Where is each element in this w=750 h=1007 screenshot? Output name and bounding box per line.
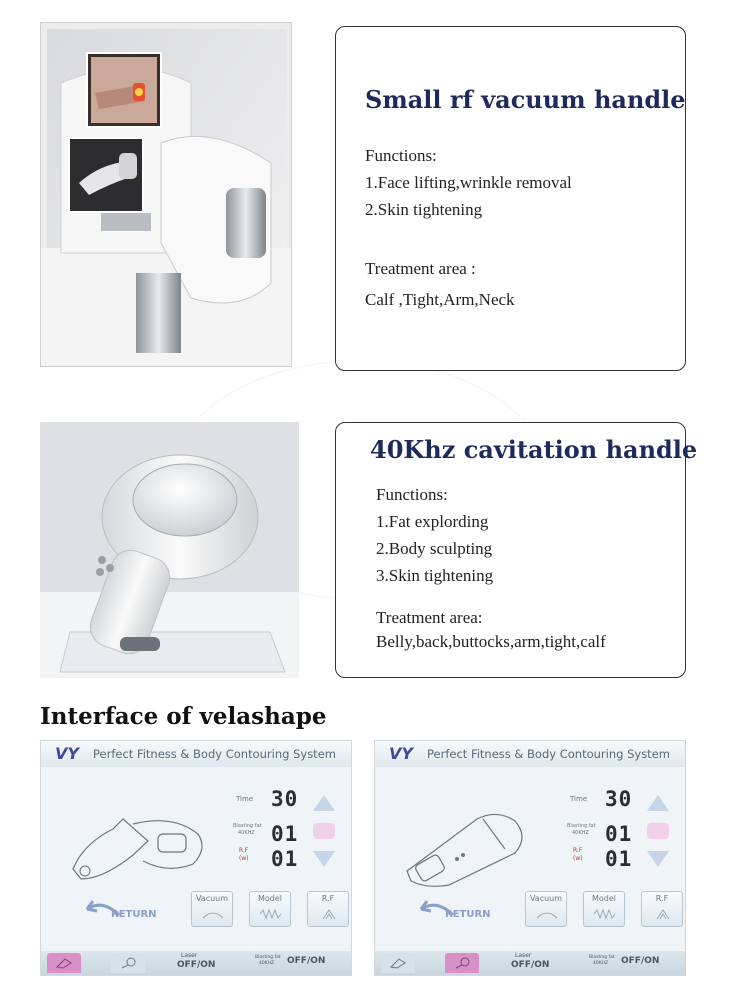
handle-selector-icon[interactable] — [313, 823, 335, 839]
treatment-area-heading: Treatment area: — [376, 608, 483, 627]
tab-cavitation-handle[interactable] — [111, 953, 145, 973]
cavitation-handle-diagram — [397, 789, 547, 889]
screen-body — [41, 767, 351, 953]
screen-title: Perfect Fitness & Body Contouring System — [427, 747, 670, 761]
time-value: 30 — [271, 787, 299, 811]
cavitation-handle-icon — [119, 957, 137, 969]
blasting-tab-freq: 40KHZ — [593, 961, 609, 966]
model-button[interactable] — [249, 891, 291, 927]
function-item: 2.Body sculpting — [376, 539, 493, 558]
decrease-arrow-icon[interactable] — [313, 851, 335, 867]
vacuum-button[interactable] — [525, 891, 567, 927]
treatment-area-heading: Treatment area : — [365, 259, 476, 278]
laser-toggle[interactable]: OFF/ON — [177, 960, 216, 970]
return-arrow-icon — [415, 897, 455, 921]
blasting-value: 01 — [605, 822, 633, 846]
function-item: 3.Skin tightening — [376, 566, 494, 585]
treatment-area-value: Calf ,Tight,Arm,Neck — [365, 290, 515, 309]
card-title: Small rf vacuum handle — [365, 85, 686, 114]
vacuum-handle-diagram — [63, 789, 213, 889]
model-button-label: Model — [257, 894, 283, 903]
wave-icon — [259, 908, 283, 920]
function-item: 1.Face lifting,wrinkle removal — [365, 173, 572, 192]
laser-label: Laser — [515, 952, 532, 959]
tab-cavitation-handle[interactable] — [445, 953, 479, 973]
rf-label: R.F — [573, 847, 583, 854]
return-arrow-icon — [81, 897, 121, 921]
screen-footer — [375, 951, 685, 975]
cavitation-handle-card — [335, 422, 698, 678]
screen-footer — [41, 951, 351, 975]
handle-selector-icon[interactable] — [647, 823, 669, 839]
interface-screen-2 — [374, 740, 686, 976]
vacuum-icon — [201, 908, 225, 920]
blasting-label: Blasting fat — [233, 823, 262, 829]
rf-unit-label: (w) — [239, 855, 249, 862]
time-label: Time — [236, 795, 254, 803]
rf-button[interactable] — [307, 891, 349, 927]
blasting-tab-label: Blasting fat — [589, 955, 615, 960]
return-button[interactable]: RETURN — [111, 909, 157, 920]
rf-waves-icon — [651, 908, 675, 920]
rf-button-label: R.F — [321, 894, 335, 903]
blasting-label: Blasting fat — [567, 823, 596, 829]
rf-handle-icon — [55, 957, 73, 969]
blasting-tab-label: Blasting fat — [255, 955, 281, 960]
return-button[interactable]: RETURN — [445, 909, 491, 920]
tab-rf-handle[interactable] — [47, 953, 81, 973]
interface-heading: Interface of velashape — [40, 703, 327, 730]
vacuum-button-label: Vacuum — [195, 894, 229, 903]
rf-label: R.F — [239, 847, 249, 854]
blasting-freq-label: 40KHZ — [238, 830, 255, 836]
laser-label: Laser — [181, 952, 198, 959]
increase-arrow-icon[interactable] — [647, 795, 669, 811]
rf-vacuum-handle-photo — [40, 22, 292, 367]
cavitation-handle-icon — [453, 957, 471, 969]
decrease-arrow-icon[interactable] — [647, 851, 669, 867]
model-button-label: Model — [591, 894, 617, 903]
rf-vacuum-handle-card — [335, 26, 686, 371]
increase-arrow-icon[interactable] — [313, 795, 335, 811]
blasting-value: 01 — [271, 822, 299, 846]
rf-value: 01 — [271, 847, 299, 871]
wave-icon — [593, 908, 617, 920]
rf-button-label: R.F — [655, 894, 669, 903]
functions-heading: Functions: — [365, 146, 437, 165]
blasting-tab-freq: 40KHZ — [259, 961, 275, 966]
time-value: 30 — [605, 787, 633, 811]
treatment-area-value: Belly,back,buttocks,arm,tight,calf — [376, 632, 606, 651]
rf-handle-icon — [389, 957, 407, 969]
screen-body — [375, 767, 685, 953]
vacuum-button[interactable] — [191, 891, 233, 927]
vacuum-icon — [535, 908, 559, 920]
blasting-freq-label: 40KHZ — [572, 830, 589, 836]
laser-toggle[interactable]: OFF/ON — [511, 960, 550, 970]
cavitation-handle-photo — [40, 422, 299, 678]
functions-heading: Functions: — [376, 485, 448, 504]
blasting-toggle[interactable]: OFF/ON — [287, 956, 326, 966]
rf-value: 01 — [605, 847, 633, 871]
rf-waves-icon — [317, 908, 341, 920]
rf-unit-label: (w) — [573, 855, 583, 862]
model-button[interactable] — [583, 891, 625, 927]
function-item: 1.Fat explording — [376, 512, 489, 531]
screen-header — [41, 741, 351, 767]
blasting-toggle[interactable]: OFF/ON — [621, 956, 660, 966]
function-item: 2.Skin tightening — [365, 200, 483, 219]
vacuum-button-label: Vacuum — [529, 894, 563, 903]
time-label: Time — [570, 795, 588, 803]
screen-header — [375, 741, 685, 767]
interface-screen-1 — [40, 740, 352, 976]
rf-button[interactable] — [641, 891, 683, 927]
vy-logo: VY — [55, 744, 79, 763]
tab-rf-handle[interactable] — [381, 953, 415, 973]
screen-title: Perfect Fitness & Body Contouring System — [93, 747, 336, 761]
vy-logo: VY — [389, 744, 413, 763]
card-title: 40Khz cavitation handle — [370, 435, 698, 464]
